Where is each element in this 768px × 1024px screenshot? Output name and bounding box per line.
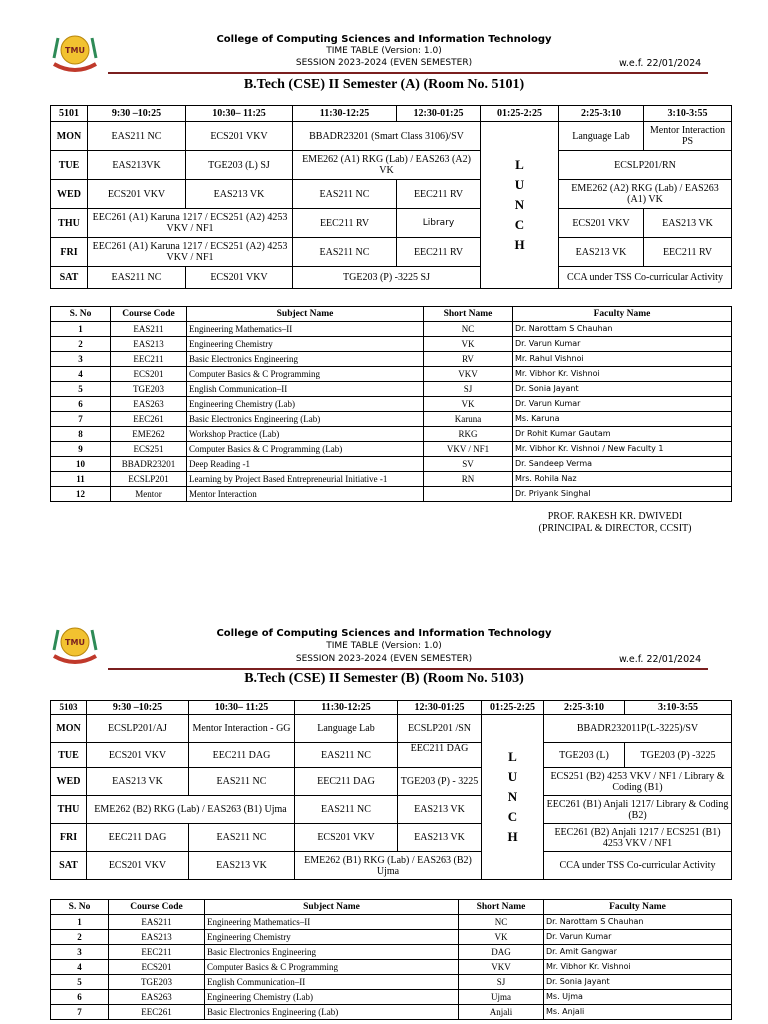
cell: Mentor Interaction - GG — [189, 715, 295, 743]
subject-code: EEC211 — [111, 352, 187, 367]
cell: ECS201 VKV — [87, 743, 189, 768]
lunch-cell: L U N C H — [481, 122, 559, 289]
cell: EAS213 VK — [398, 796, 482, 824]
subject-sno: 2 — [51, 930, 109, 945]
subject-short-name: DAG — [459, 945, 544, 960]
subject-sno: 3 — [51, 352, 111, 367]
day-label: FRI — [51, 238, 88, 267]
subject-sno: 1 — [51, 322, 111, 337]
cell: ECS201 VKV — [88, 180, 186, 209]
subject-name: Basic Electronics Engineering (Lab) — [205, 1005, 459, 1020]
subject-sno: 3 — [51, 945, 109, 960]
cell: EEC211 RV — [293, 209, 397, 238]
section-title: B.Tech (CSE) II Semester (B) (Room No. 5103) — [244, 671, 524, 686]
subject-short-name: VKV — [459, 960, 544, 975]
col-short: Short Name — [459, 900, 544, 915]
cell: TGE203 (L) SJ — [186, 151, 293, 180]
subject-row — [51, 930, 732, 945]
col-short: Short Name — [424, 307, 513, 322]
subject-faculty: Dr. Varun Kumar — [513, 397, 732, 412]
subject-name: Computer Basics & C Programming — [205, 960, 459, 975]
college-name: College of Computing Sciences and Information Technology — [216, 34, 552, 45]
subject-faculty: Dr. Narottam S Chauhan — [513, 322, 732, 337]
cell: EME262 (B1) RKG (Lab) / EAS263 (B2) Ujma — [295, 852, 482, 880]
slot-2: 10:30– 11:25 — [189, 701, 295, 715]
slot-3: 11:30-12:25 — [293, 106, 397, 122]
cell: EAS213VK — [88, 151, 186, 180]
subject-faculty: Dr. Sonia Jayant — [513, 382, 732, 397]
cell: EEC211 RV — [644, 238, 732, 267]
subject-row — [51, 487, 732, 502]
cell: ECS201 VKV — [295, 824, 398, 852]
subject-short-name: RN — [424, 472, 513, 487]
subject-row — [51, 990, 732, 1005]
subject-short-name: Anjali — [459, 1005, 544, 1020]
subject-short-name: VK — [424, 337, 513, 352]
slot-2: 10:30– 11:25 — [186, 106, 293, 122]
col-code: Course Code — [111, 307, 187, 322]
slot-lunch: 01:25-2:25 — [481, 106, 559, 122]
subject-sno: 12 — [51, 487, 111, 502]
subject-faculty: Dr. Priyank Singhal — [513, 487, 732, 502]
subject-name: Deep Reading -1 — [187, 457, 424, 472]
subject-faculty: Dr Rohit Kumar Gautam — [513, 427, 732, 442]
subject-row — [51, 427, 732, 442]
day-label: TUE — [51, 151, 88, 180]
section-title: B.Tech (CSE) II Semester (A) (Room No. 5101) — [243, 77, 525, 92]
cell: BBADR23201 (Smart Class 3106)/SV — [293, 122, 481, 151]
logo-text: TMU — [65, 638, 85, 647]
cell: EAS213 VK — [189, 852, 295, 880]
subject-name: Engineering Mathematics–II — [205, 915, 459, 930]
subject-row — [51, 442, 732, 457]
subject-short-name: NC — [424, 322, 513, 337]
subject-name: Engineering Chemistry (Lab) — [205, 990, 459, 1005]
subject-sno: 8 — [51, 427, 111, 442]
header-row — [51, 106, 732, 122]
subject-row — [51, 457, 732, 472]
subject-faculty: Dr. Narottam S Chauhan — [544, 915, 732, 930]
subject-name: English Communication–II — [187, 382, 424, 397]
cell: EAS213 VK — [398, 824, 482, 852]
subject-name: English Communication–II — [205, 975, 459, 990]
subject-short-name: VKV / NF1 — [424, 442, 513, 457]
day-label: SAT — [51, 267, 88, 289]
subject-sno: 11 — [51, 472, 111, 487]
room-cell: 5103 — [51, 701, 87, 715]
subjects-header-row — [51, 307, 732, 322]
subject-code: ECS201 — [109, 960, 205, 975]
subject-row — [51, 975, 732, 990]
subject-name: Basic Electronics Engineering — [187, 352, 424, 367]
slot-6: 2:25-3:10 — [559, 106, 644, 122]
subject-row — [51, 1005, 732, 1020]
subject-faculty: Dr. Sandeep Verma — [513, 457, 732, 472]
subject-sno: 1 — [51, 915, 109, 930]
col-faculty: Faculty Name — [513, 307, 732, 322]
cell: EAS213 VK — [559, 238, 644, 267]
subject-code: Mentor — [111, 487, 187, 502]
subject-row — [51, 337, 732, 352]
cell: EEC261 (B1) Anjali 1217/ Library & Coding (B2) — [544, 796, 732, 824]
cell: CCA under TSS Co-curricular Activity — [559, 267, 732, 289]
cell: ECSLP201 /SN — [398, 715, 482, 743]
cell: EAS211 NC — [88, 122, 186, 151]
cell: BBADR232011P(L-3225)/SV — [544, 715, 732, 743]
cell: ECS201 VKV — [559, 209, 644, 238]
col-faculty: Faculty Name — [544, 900, 732, 915]
subject-faculty: Mr. Rahul Vishnoi — [513, 352, 732, 367]
cell: CCA under TSS Co-curricular Activity — [544, 852, 732, 880]
signature-name: PROF. RAKESH KR. DWIVEDI — [547, 511, 683, 522]
row-wed — [51, 180, 732, 209]
subject-faculty: Ms. Anjali — [544, 1005, 732, 1020]
subject-name: Engineering Chemistry — [187, 337, 424, 352]
subject-name: Computer Basics & C Programming (Lab) — [187, 442, 424, 457]
cell: TGE203 (P) -3225 SJ — [293, 267, 481, 289]
cell: EEC211 DAG — [189, 743, 295, 768]
subject-code: EAS211 — [111, 322, 187, 337]
cell: EAS211 NC — [295, 743, 398, 768]
subject-name: Mentor Interaction — [187, 487, 424, 502]
subject-short-name: VK — [424, 397, 513, 412]
col-sno: S. No — [51, 307, 111, 322]
subject-faculty: Mr. Vibhor Kr. Vishnoi — [513, 367, 732, 382]
cell: ECS201 VKV — [87, 852, 189, 880]
subject-code: EAS213 — [111, 337, 187, 352]
subject-short-name: RV — [424, 352, 513, 367]
cell: EAS211 NC — [295, 796, 398, 824]
subjects-table-a — [50, 306, 732, 502]
subject-faculty: Mr. Vibhor Kr. Vishnoi / New Faculty 1 — [513, 442, 732, 457]
row-fri — [51, 824, 732, 852]
cell: EAS211 NC — [293, 180, 397, 209]
subject-name: Basic Electronics Engineering (Lab) — [187, 412, 424, 427]
cell: TGE203 (P) - 3225 — [398, 768, 482, 796]
row-tue — [51, 743, 732, 768]
subject-name: Basic Electronics Engineering — [205, 945, 459, 960]
subject-row — [51, 382, 732, 397]
cell: EAS213 VK — [186, 180, 293, 209]
row-tue — [51, 151, 732, 180]
subject-code: TGE203 — [111, 382, 187, 397]
header-row — [51, 701, 732, 715]
cell: EEC211 DAG — [398, 743, 482, 768]
subject-faculty: Ms. Ujma — [544, 990, 732, 1005]
timetable-version: TIME TABLE (Version: 1.0) — [326, 641, 442, 651]
row-mon — [51, 122, 732, 151]
row-wed — [51, 768, 732, 796]
subject-row — [51, 322, 732, 337]
day-label: THU — [51, 209, 88, 238]
cell: Library — [397, 209, 481, 238]
cell: EEC211 DAG — [87, 824, 189, 852]
subject-code: TGE203 — [109, 975, 205, 990]
subject-code: EAS211 — [109, 915, 205, 930]
row-thu — [51, 796, 732, 824]
subject-code: EEC261 — [111, 412, 187, 427]
cell: ECS201 VKV — [186, 122, 293, 151]
subject-faculty: Mr. Vibhor Kr. Vishnoi — [544, 960, 732, 975]
subject-code: ECSLP201 — [111, 472, 187, 487]
cell: EEC261 (A1) Karuna 1217 / ECS251 (A2) 4253 VKV / NF1 — [88, 238, 293, 267]
subject-faculty: Mrs. Rohila Naz — [513, 472, 732, 487]
col-subject: Subject Name — [205, 900, 459, 915]
subject-short-name: Karuna — [424, 412, 513, 427]
subject-name: Engineering Chemistry — [205, 930, 459, 945]
subject-name: Learning by Project Based Entrepreneurial Initiative -1 — [187, 472, 424, 487]
day-label: THU — [51, 796, 87, 824]
subject-code: EME262 — [111, 427, 187, 442]
subject-sno: 4 — [51, 960, 109, 975]
day-label: WED — [51, 768, 87, 796]
subject-row — [51, 412, 732, 427]
subject-name: Computer Basics & C Programming — [187, 367, 424, 382]
subject-name: Engineering Mathematics–II — [187, 322, 424, 337]
subject-row — [51, 915, 732, 930]
cell: TGE203 (L) — [544, 743, 625, 768]
session-text: SESSION 2023-2024 (EVEN SEMESTER) — [295, 58, 473, 68]
subject-row — [51, 960, 732, 975]
college-name: College of Computing Sciences and Information Technology — [216, 628, 552, 639]
timetable-b — [50, 700, 732, 880]
subject-sno: 6 — [51, 397, 111, 412]
cell: EAS213 VK — [644, 209, 732, 238]
subject-faculty: Dr. Sonia Jayant — [544, 975, 732, 990]
row-thu — [51, 209, 732, 238]
subject-short-name: RKG — [424, 427, 513, 442]
subject-short-name: SJ — [459, 975, 544, 990]
subject-code: EEC261 — [109, 1005, 205, 1020]
subject-row — [51, 367, 732, 382]
day-label: FRI — [51, 824, 87, 852]
subject-name: Workshop Practice (Lab) — [187, 427, 424, 442]
subject-row — [51, 397, 732, 412]
subject-code: EAS263 — [111, 397, 187, 412]
cell: EAS211 NC — [88, 267, 186, 289]
subject-code: BBADR23201 — [111, 457, 187, 472]
slot-4: 12:30-01:25 — [397, 106, 481, 122]
subject-row — [51, 352, 732, 367]
header-rule — [108, 668, 708, 670]
subject-sno: 5 — [51, 975, 109, 990]
subject-sno: 7 — [51, 412, 111, 427]
timetable-version: TIME TABLE (Version: 1.0) — [326, 46, 442, 56]
day-label: MON — [51, 715, 87, 743]
col-code: Course Code — [109, 900, 205, 915]
subject-code: ECS251 — [111, 442, 187, 457]
timetable-a — [50, 105, 732, 289]
cell: EEC211 DAG — [295, 768, 398, 796]
subject-code: EAS213 — [109, 930, 205, 945]
subject-faculty: Dr. Amit Gangwar — [544, 945, 732, 960]
slot-6: 2:25-3:10 — [544, 701, 625, 715]
cell: EEC261 (A1) Karuna 1217 / ECS251 (A2) 4253 VKV / NF1 — [88, 209, 293, 238]
subject-faculty: Dr. Varun Kumar — [544, 930, 732, 945]
subject-short-name — [424, 487, 513, 502]
subject-row — [51, 472, 732, 487]
subject-short-name: SV — [424, 457, 513, 472]
cell: TGE203 (P) -3225 — [625, 743, 732, 768]
row-fri — [51, 238, 732, 267]
day-label: WED — [51, 180, 88, 209]
subject-name: Engineering Chemistry (Lab) — [187, 397, 424, 412]
header-rule — [108, 72, 708, 74]
wef-date: w.e.f. 22/01/2024 — [619, 654, 702, 665]
cell: EME262 (A2) RKG (Lab) / EAS263 (A1) VK — [559, 180, 732, 209]
cell: ECSLP201/RN — [559, 151, 732, 180]
day-label: MON — [51, 122, 88, 151]
slot-3: 11:30-12:25 — [295, 701, 398, 715]
subject-short-name: Ujma — [459, 990, 544, 1005]
subject-sno: 7 — [51, 1005, 109, 1020]
subject-sno: 4 — [51, 367, 111, 382]
cell: EEC261 (B2) Anjali 1217 / ECS251 (B1) 4253 VKV / NF1 — [544, 824, 732, 852]
row-sat — [51, 267, 732, 289]
cell: EAS211 NC — [189, 768, 295, 796]
subject-code: EAS263 — [109, 990, 205, 1005]
subject-short-name: NC — [459, 915, 544, 930]
cell: Mentor Interaction PS — [644, 122, 732, 151]
slot-lunch: 01:25-2:25 — [482, 701, 544, 715]
subject-faculty: Ms. Karuna — [513, 412, 732, 427]
subjects-header-row — [51, 900, 732, 915]
cell: EEC211 RV — [397, 180, 481, 209]
wef-date: w.e.f. 22/01/2024 — [619, 58, 702, 69]
subject-short-name: VKV — [424, 367, 513, 382]
cell: ECS201 VKV — [186, 267, 293, 289]
slot-4: 12:30-01:25 — [398, 701, 482, 715]
subjects-table-b — [50, 899, 732, 1020]
row-sat — [51, 852, 732, 880]
subject-sno: 5 — [51, 382, 111, 397]
cell: ECSLP201/AJ — [87, 715, 189, 743]
day-label: SAT — [51, 852, 87, 880]
cell: EEC211 RV — [397, 238, 481, 267]
subject-sno: 10 — [51, 457, 111, 472]
signature-title: (PRINCIPAL & DIRECTOR, CCSIT) — [538, 523, 692, 534]
room-cell: 5101 — [51, 106, 88, 122]
col-sno: S. No — [51, 900, 109, 915]
lunch-cell: L U N C H — [482, 715, 544, 880]
cell: EME262 (B2) RKG (Lab) / EAS263 (B1) Ujma — [87, 796, 295, 824]
subject-short-name: SJ — [424, 382, 513, 397]
cell: EAS211 NC — [293, 238, 397, 267]
cell: EME262 (A1) RKG (Lab) / EAS263 (A2) VK — [293, 151, 481, 180]
cell: EAS213 VK — [87, 768, 189, 796]
subject-faculty: Dr. Varun Kumar — [513, 337, 732, 352]
subject-sno: 2 — [51, 337, 111, 352]
subject-short-name: VK — [459, 930, 544, 945]
subject-code: ECS201 — [111, 367, 187, 382]
signature-block — [500, 511, 730, 535]
subject-sno: 6 — [51, 990, 109, 1005]
col-subject: Subject Name — [187, 307, 424, 322]
cell: Language Lab — [559, 122, 644, 151]
slot-1: 9:30 –10:25 — [87, 701, 189, 715]
subject-row — [51, 945, 732, 960]
session-text: SESSION 2023-2024 (EVEN SEMESTER) — [295, 654, 473, 664]
cell: Language Lab — [295, 715, 398, 743]
logo-text: TMU — [65, 46, 85, 55]
subject-sno: 9 — [51, 442, 111, 457]
cell: ECS251 (B2) 4253 VKV / NF1 / Library & Coding (B1) — [544, 768, 732, 796]
slot-7: 3:10-3:55 — [625, 701, 732, 715]
slot-1: 9:30 –10:25 — [88, 106, 186, 122]
subject-code: EEC211 — [109, 945, 205, 960]
row-mon — [51, 715, 732, 743]
cell: EAS211 NC — [189, 824, 295, 852]
day-label: TUE — [51, 743, 87, 768]
slot-7: 3:10-3:55 — [644, 106, 732, 122]
